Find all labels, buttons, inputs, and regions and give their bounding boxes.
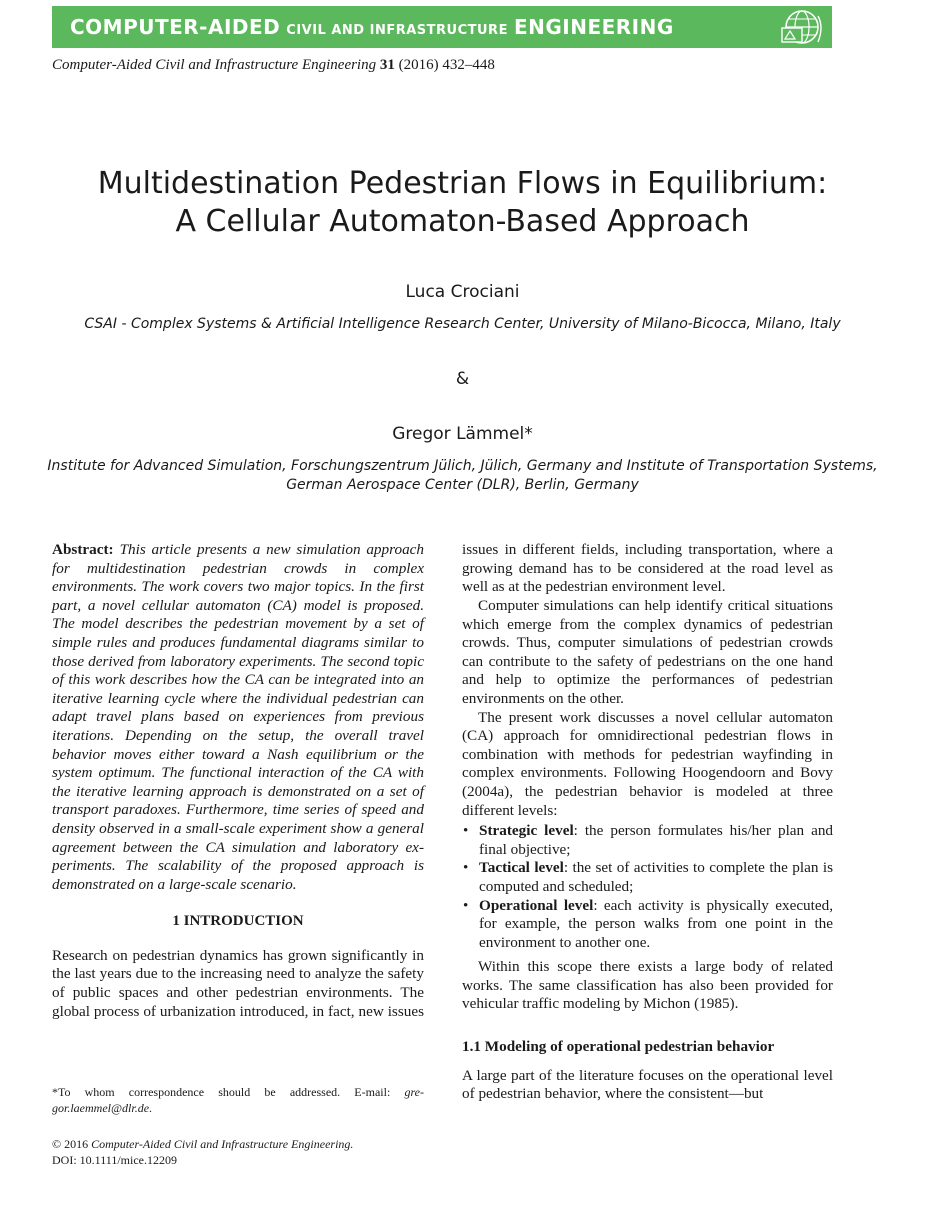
left-column bbox=[52, 541, 424, 1021]
intro-paragraph-1-continued-text: issues in different fields, including transportation, where a growing demand has to be considered at the road level as well as at the pedestrian environment level. bbox=[462, 541, 833, 596]
right-column bbox=[462, 541, 833, 1104]
level-text: : each activity is physically executed, for example, the person walks from one point in the environment to another one. bbox=[479, 896, 834, 951]
behavior-levels-list bbox=[462, 822, 833, 952]
affiliation-2-line-2: German Aerospace Center (DLR), Berlin, Germany bbox=[286, 477, 639, 493]
level-term: Tactical level bbox=[479, 859, 564, 877]
journal-citation bbox=[52, 57, 495, 74]
intro-paragraph-1-continued bbox=[462, 541, 833, 597]
banner-part1: COMPUTER-AIDED bbox=[70, 15, 281, 39]
ampersand: & bbox=[455, 369, 470, 389]
bullet-icon: • bbox=[463, 896, 469, 914]
title-line-1: Multidestination Pedestrian Flows in Equilibrium: bbox=[97, 166, 828, 201]
subsection-heading: 1.1 Modeling of operational pedestrian behavior bbox=[462, 1038, 775, 1056]
intro-paragraph-3: The present work discusses a novel cellular automaton (CA) approach for omnidirectional pedestrian flows in combination with methods for pedestrian wayfinding in complex environments. Following Hoogendoorn and Bovy (2004a), the pedestrian behavior is modeled at three different levels: bbox=[462, 708, 833, 819]
journal-name: Computer-Aided Civil and Infrastructure Engineering bbox=[52, 57, 377, 73]
journal-year-pages: (2016) 432–448 bbox=[398, 57, 495, 73]
globe-logo-icon bbox=[774, 8, 830, 46]
affiliation-2 bbox=[40, 457, 885, 495]
author-1: Luca Crociani bbox=[405, 282, 520, 302]
abstract-text: This article presents a new simulation approach for multidestination pedestrian crowds in complex environments. The work covers two major topics. In the first part, a novel cellular automaton (CA) model is proposed. The model describes the pedestrian movement by a set of simple rules and produces fundamental diagrams similar to those derived from laboratory experiments. The second topic of this work describes how the CA can be integrated into an iterative learning cycle where the individual pedestrian can adapt travel plans based on experiences from previous iterations. Depending on the setup, the overall travel behavior moves either toward a Nash equilibrium or the system optimum. The functional interaction of the CA with the iterative learning approach is demonstrated on a set of transport paradoxes. Furthermore, time series of speed and density observed in a small-scale experiment show a general agreement between the CA simulation and laboratory experiments. The scalability of the proposed approach is demonstrated on a large-scale scenario. bbox=[52, 541, 424, 893]
copyright-symbol-year: © 2016 bbox=[52, 1137, 89, 1151]
paper-title bbox=[0, 165, 925, 241]
bullet-icon: • bbox=[463, 822, 469, 840]
banner-part3: ENGINEERING bbox=[513, 15, 674, 39]
affiliation-2-line-1: Institute for Advanced Simulation, Forschungszentrum Jülich, Jülich, Germany and Institute of Transportation Systems, bbox=[47, 458, 878, 474]
title-line-2: A Cellular Automaton-Based Approach bbox=[175, 204, 750, 239]
abstract-label: Abstract: bbox=[52, 541, 114, 558]
list-item bbox=[462, 822, 833, 859]
list-item bbox=[462, 859, 833, 896]
bullet-icon: • bbox=[463, 859, 469, 877]
level-term: Strategic level bbox=[479, 822, 574, 840]
intro-paragraph-1: Research on pedestrian dynamics has grown significantly in the last years due to the increasing need to analyze the safety of public spaces and other pedestrian environments. The global process of urbanization introduced, in fact, new issues bbox=[52, 946, 424, 1020]
copyright-block bbox=[52, 1136, 452, 1168]
journal-volume: 31 bbox=[379, 57, 395, 73]
subsection-paragraph-1: A large part of the literature focuses on the operational level of pedestrian behavior, where the consistent—but bbox=[462, 1066, 833, 1103]
footnote-text: *To whom correspondence should be addressed. E-mail: bbox=[52, 1085, 405, 1099]
footnote-email[interactable]: gregor.laemmel@dlr.de bbox=[52, 1085, 424, 1115]
abstract bbox=[52, 541, 424, 894]
level-text: : the set of activities to complete the plan is computed and scheduled; bbox=[479, 859, 833, 895]
correspondence-footnote bbox=[52, 1084, 424, 1116]
copyright-journal: Computer-Aided Civil and Infrastructure Engineering. bbox=[91, 1137, 354, 1151]
author-2: Gregor Lämmel* bbox=[392, 424, 533, 444]
doi[interactable]: DOI: 10.1111/mice.12209 bbox=[52, 1153, 177, 1167]
level-text: : the person formulates his/her plan and final objective; bbox=[479, 822, 834, 858]
level-term: Operational level bbox=[479, 896, 594, 914]
footnote-end: . bbox=[149, 1101, 153, 1115]
section-heading-introduction: 1 INTRODUCTION bbox=[172, 913, 304, 930]
journal-banner bbox=[52, 6, 832, 48]
banner-part2: CIVIL AND INFRASTRUCTURE bbox=[286, 23, 508, 38]
intro-paragraph-4: Within this scope there exists a large body of related works. The same classification has also been provided for vehicular traffic modeling by Michon (1985). bbox=[462, 958, 833, 1013]
banner-text bbox=[70, 6, 674, 48]
intro-paragraph-2: Computer simulations can help identify critical situations which emerge from the complex dynamics of pedestrian crowds. Thus, computer simulations of pedestrian crowds can contribute to the safety of pedestrians on the one hand and help to optimize the performances of pedestrian environments on the other. bbox=[462, 597, 833, 707]
affiliation-1: CSAI - Complex Systems & Artificial Intelligence Research Center, University of Milano-Bicocca, Milano, Italy bbox=[84, 316, 841, 332]
list-item bbox=[462, 897, 833, 953]
